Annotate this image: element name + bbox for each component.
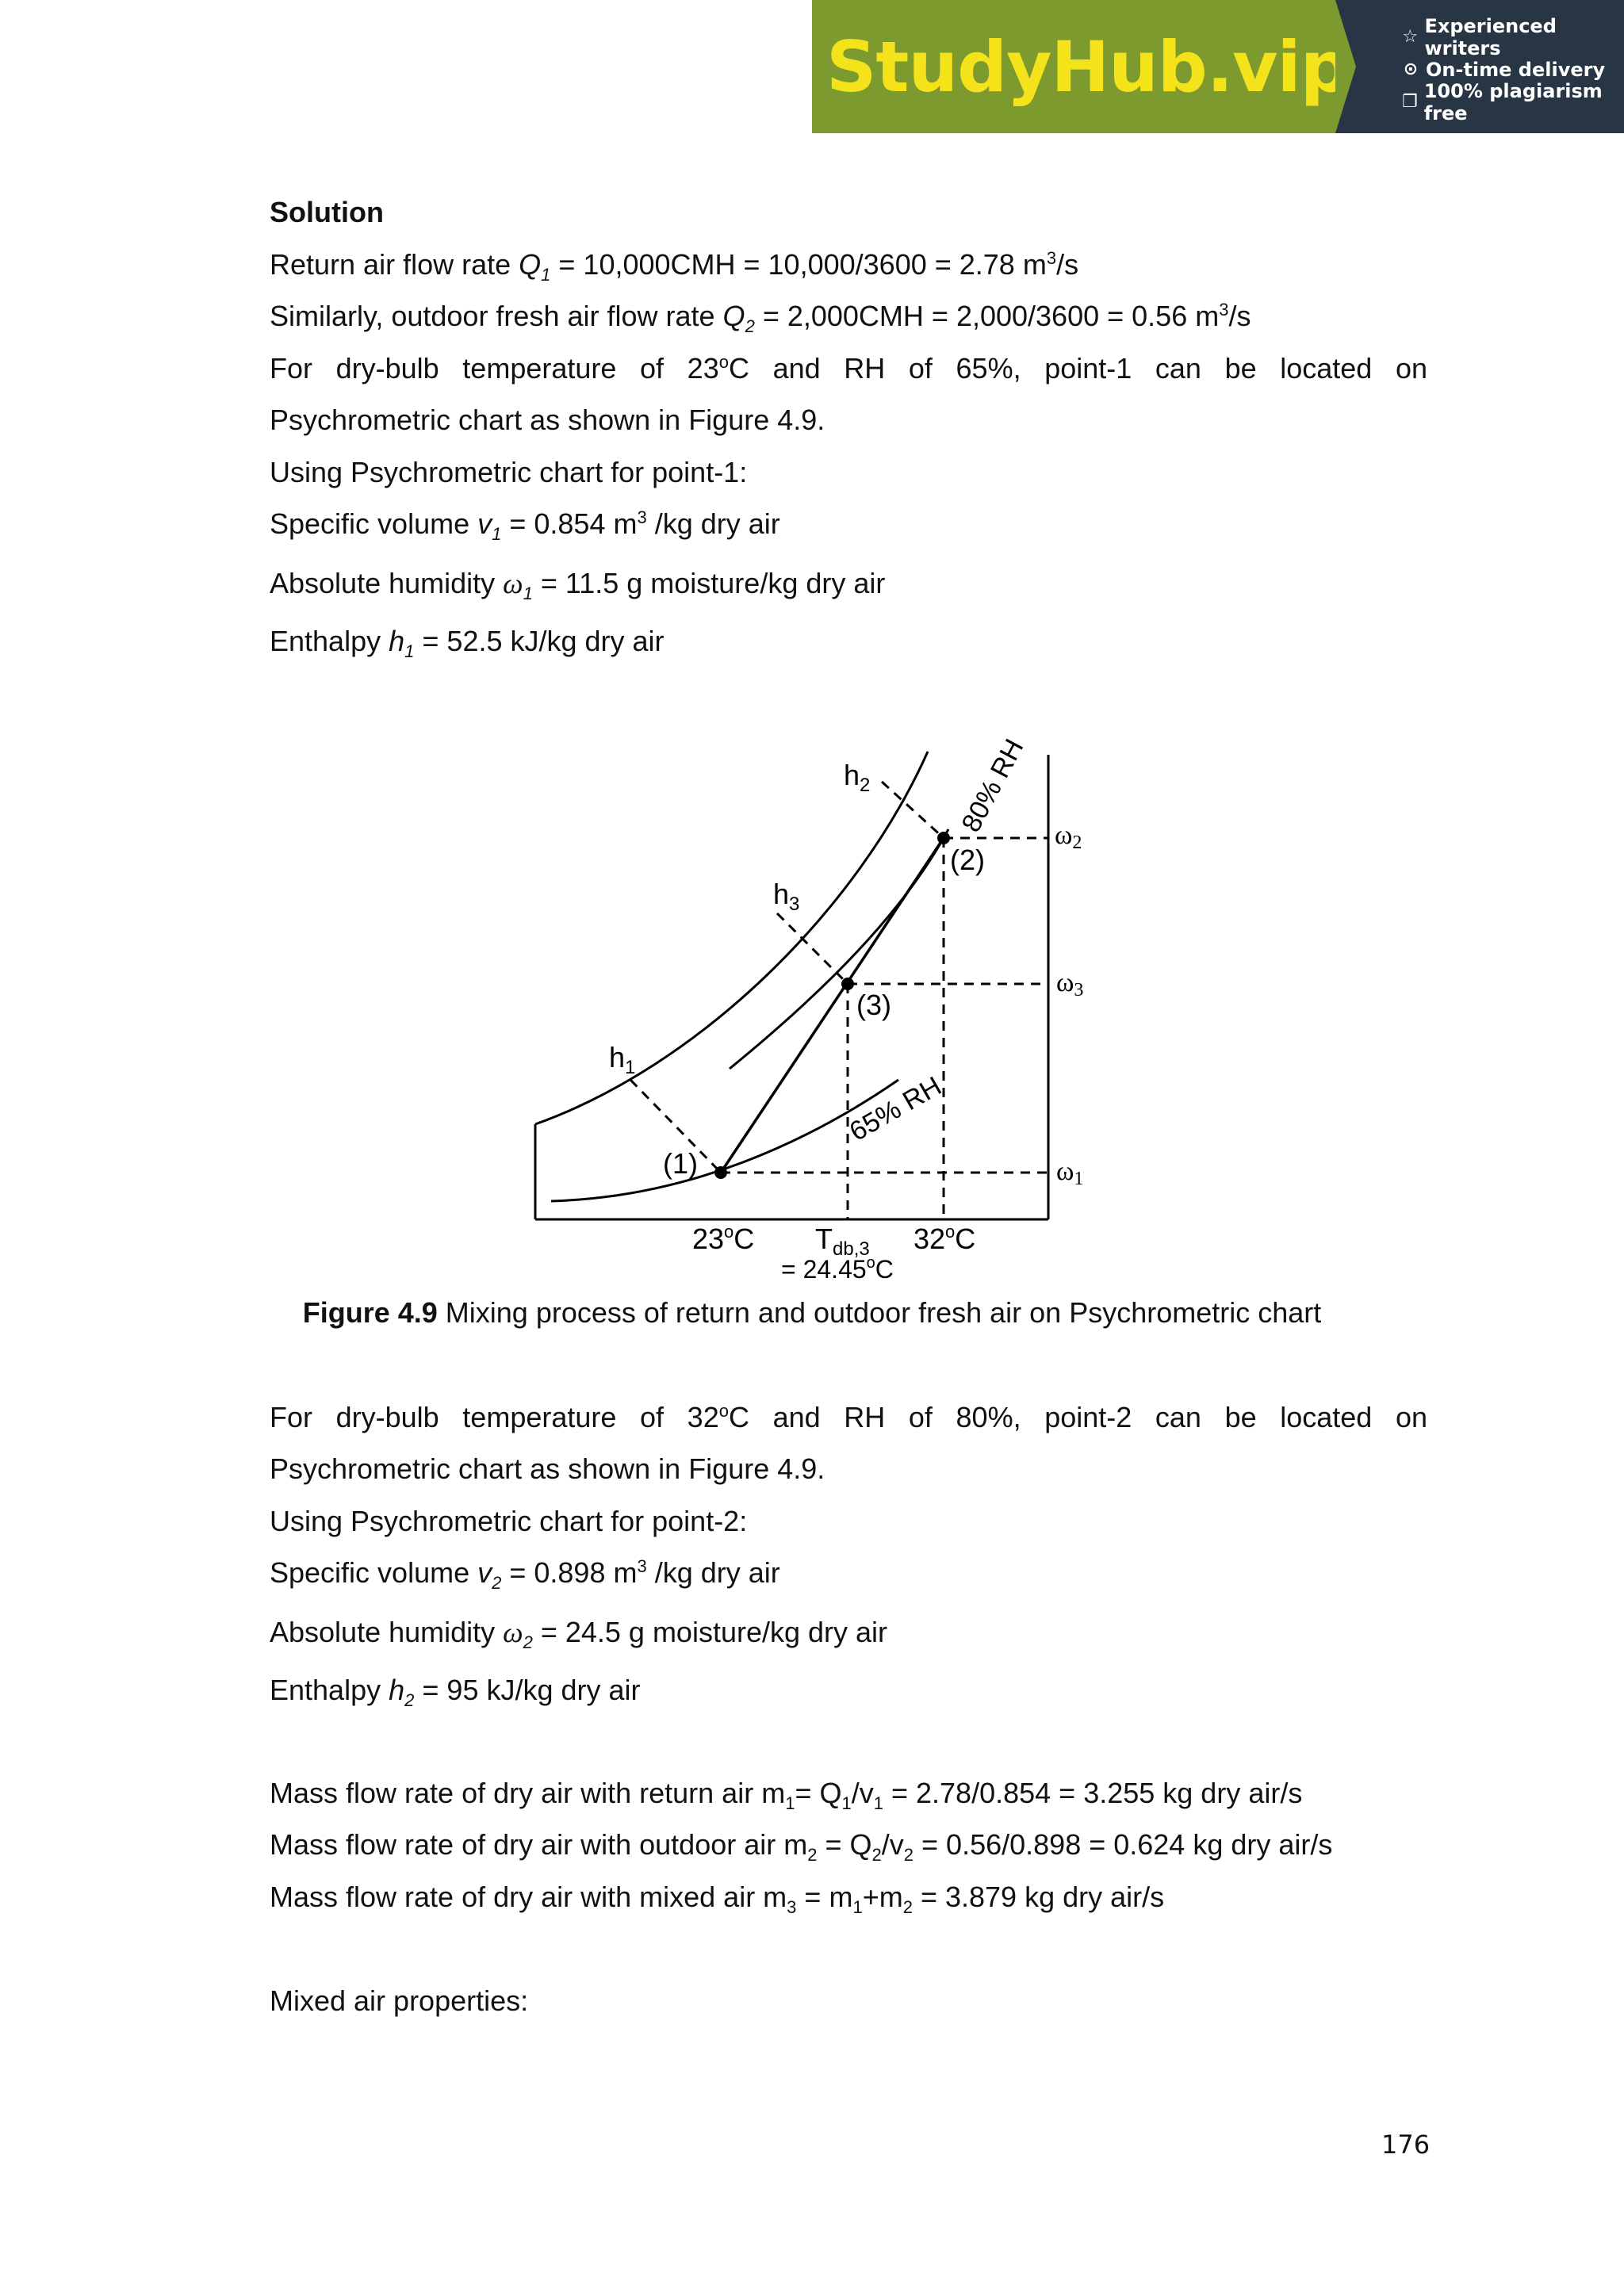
rh-65-label: 65% RH bbox=[845, 1070, 947, 1147]
text-line: Return air flow rate $Q_1 = 10,000CMH = 10,000/3600 = 2.78$ $m^3/s$ bbox=[270, 248, 1079, 285]
text-line: For dry-bulb temperature of 23$^o$C and RH of 65%, point-1 can be located on bbox=[270, 352, 1427, 385]
rh-80-label: 80% RH bbox=[956, 734, 1030, 837]
page-number: 176 bbox=[1381, 2130, 1431, 2160]
text-line: Enthalpy $h_1 = 52.5$ kJ/kg dry air bbox=[270, 625, 665, 662]
text-line: Specific volume $v_1 = 0.854$ $m^3$ /kg dry air bbox=[270, 507, 780, 545]
t3-label: $T_{db,3}$ bbox=[815, 1223, 870, 1260]
clock-icon: ⊙ bbox=[1403, 59, 1419, 79]
text-line: For dry-bulb temperature of 32$^o$C and RH of 80%, point-2 can be located on bbox=[270, 1401, 1427, 1433]
star-icon: ☆ bbox=[1402, 27, 1419, 47]
point-label-2: (2) bbox=[950, 844, 985, 876]
feature-text: 100% plagiarism free bbox=[1423, 79, 1603, 124]
copy-icon: ❐ bbox=[1402, 92, 1418, 112]
state-point-2 bbox=[937, 832, 950, 844]
text-line: Psychrometric chart as shown in Figure 4.9. bbox=[270, 404, 825, 436]
omega2-label: ω2 bbox=[1055, 821, 1082, 853]
feature-text: On-time delivery bbox=[1426, 58, 1606, 81]
state-point-3 bbox=[841, 978, 854, 990]
state-point-1 bbox=[714, 1166, 727, 1179]
text-line: Using Psychrometric chart for point-1: bbox=[270, 456, 748, 488]
mixing-line bbox=[721, 838, 944, 1173]
text-line: Mixed air properties: bbox=[270, 1984, 529, 2017]
text-line: Psychrometric chart as shown in Figure 4.9. bbox=[270, 1452, 825, 1485]
text-line: Absolute humidity $\omega_1 = 11.5$ g moisture/kg dry air bbox=[270, 567, 886, 604]
text-line: Specific volume $v_2 = 0.898$ $m^3$ /kg dry air bbox=[270, 1556, 780, 1594]
t3-value-label: = $24.45^oC$ bbox=[781, 1254, 894, 1284]
feature-text: Experienced writers bbox=[1424, 14, 1557, 59]
point-label-3: (3) bbox=[856, 989, 891, 1021]
t2-label: 32$^o$C bbox=[914, 1222, 976, 1255]
text-line: Using Psychrometric chart for point-2: bbox=[270, 1505, 748, 1537]
text-line: Mass flow rate of dry air with mixed air $m_3 = m_1+m_2 = 3.879$ kg dry air/s bbox=[270, 1881, 1165, 1918]
text-line: Mass flow rate of dry air with outdoor air $m_2 = Q_2/v_2 = 0.56/0.898 = 0.624$ kg dry air/s bbox=[270, 1828, 1333, 1866]
text-line: Similarly, outdoor fresh air flow rate $Q_2 = 2,000CMH = 2,000/3600 = 0.56$ $m^3/s$ bbox=[270, 300, 1251, 337]
t1-label: 23$^o$C bbox=[692, 1222, 755, 1255]
figure-caption: Figure 4.9 Mixing process of return and outdoor fresh air on Psychrometric chart bbox=[302, 1296, 1322, 1329]
h2-label: $h_2$ bbox=[844, 759, 871, 796]
omega1-label: ω1 bbox=[1056, 1157, 1084, 1189]
h2-dashed-line bbox=[882, 782, 944, 838]
solution-heading: Solution bbox=[270, 196, 384, 228]
text-line: Mass flow rate of dry air with return air $m_1= Q_1/v_1 = 2.78/0.854 = 3.255$ kg dry air/s bbox=[270, 1777, 1303, 1814]
text-line: Absolute humidity $\omega_2 = 24.5$ g moisture/kg dry air bbox=[270, 1616, 888, 1653]
text-line: Enthalpy $h_2 = 95$ kJ/kg dry air bbox=[270, 1674, 641, 1711]
h3-label: $h_3$ bbox=[773, 878, 800, 915]
logo-text: StudyHub.vip bbox=[826, 25, 1350, 108]
point-label-1: (1) bbox=[663, 1147, 698, 1180]
h1-label: $h_1$ bbox=[609, 1041, 636, 1078]
rh-65-curve bbox=[551, 1080, 898, 1201]
omega3-label: ω3 bbox=[1056, 968, 1084, 1001]
h3-dashed-line bbox=[777, 913, 848, 984]
rh-80-curve bbox=[730, 829, 948, 1069]
